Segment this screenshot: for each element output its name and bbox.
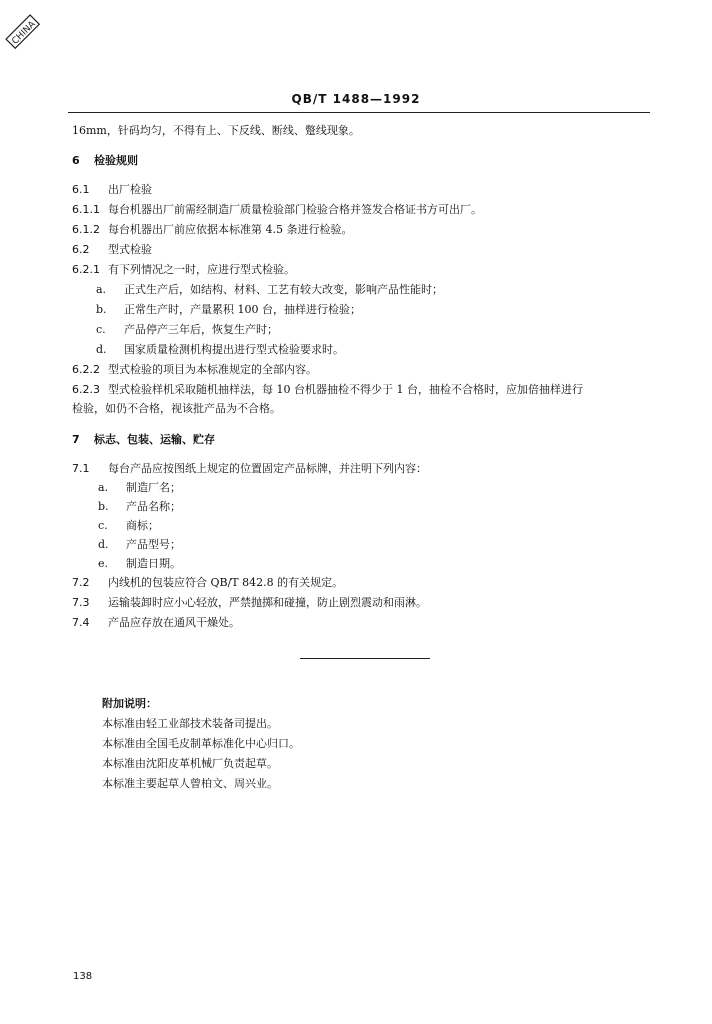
clause-7-2: [72, 576, 343, 590]
list-item: [98, 538, 181, 552]
list-item: [96, 323, 278, 337]
list-item: [96, 283, 443, 297]
clause-6-1-1-text: 每台机器出厂前需经制造厂质量检验部门检验合格并签发合格证书方可出厂。: [108, 203, 482, 216]
clause-6-1-2-number: 6.1.2: [72, 223, 100, 236]
list-item-text: 商标；: [126, 519, 159, 532]
clause-7-2-number: 7.2: [72, 576, 90, 589]
standard-code-header: QB/T 1488—1992: [291, 92, 421, 106]
list-item-letter: a.: [98, 481, 109, 494]
list-item: [98, 557, 181, 571]
list-item: [96, 303, 361, 317]
list-item-text: 产品名称；: [126, 500, 181, 513]
section-7-title: 标志、包装、运输、贮存: [94, 433, 215, 446]
clause-6-2-2: [72, 363, 317, 377]
header-divider: [68, 112, 650, 113]
notes-line: 本标准由沈阳皮革机械厂负责起草。: [102, 757, 278, 770]
clause-6-2-2-number: 6.2.2: [72, 363, 100, 376]
clause-7-2-text: 内线机的包装应符合 QB/T 842.8 的有关规定。: [108, 576, 344, 589]
list-item-letter: c.: [96, 323, 106, 336]
section-6-heading: [72, 154, 138, 168]
list-item-letter: b.: [96, 303, 107, 316]
clause-6-1-1: [72, 203, 482, 217]
clause-7-4: [72, 616, 240, 630]
page-number: 138: [73, 971, 93, 982]
clause-6-2-1: [72, 263, 295, 277]
clause-6-1: [72, 183, 152, 197]
list-item-text: 国家质量检测机构提出进行型式检验要求时。: [124, 343, 344, 356]
notes-title: 附加说明：: [102, 697, 157, 710]
clause-6-2-3-text: 型式检验样机采取随机抽样法，每 10 台机器抽检不得少于 1 台，抽检不合格时，应加倍抽样进行: [108, 383, 583, 396]
list-item-letter: b.: [98, 500, 109, 513]
clause-7-3-text: 运输装卸时应小心轻放，严禁抛掷和碰撞，防止剧烈震动和雨淋。: [108, 596, 427, 609]
clause-6-1-1-number: 6.1.1: [72, 203, 100, 216]
clause-6-2-3: [72, 383, 583, 397]
notes-line: 本标准主要起草人曾柏文、周兴业。: [102, 777, 278, 790]
notes-line: 本标准由轻工业部技术装备司提出。: [102, 717, 278, 730]
section-6-number: 6: [72, 154, 80, 167]
list-item: [98, 500, 181, 514]
clause-7-1: [72, 462, 427, 476]
clause-6-2-3-number: 6.2.3: [72, 383, 100, 396]
list-item-letter: c.: [98, 519, 108, 532]
clause-6-1-number: 6.1: [72, 183, 90, 196]
clause-6-1-text: 出厂检验: [108, 183, 152, 196]
clause-7-4-text: 产品应存放在通风干燥处。: [108, 616, 240, 629]
list-item-text: 产品型号；: [126, 538, 181, 551]
list-item-letter: d.: [98, 538, 109, 551]
list-item-letter: d.: [96, 343, 107, 356]
list-item-letter: e.: [98, 557, 109, 570]
list-item-text: 正常生产时，产量累积 100 台，抽样进行检验；: [124, 303, 361, 316]
clause-6-2-1-text: 有下列情况之一时，应进行型式检验。: [108, 263, 295, 276]
clause-6-2-2-text: 型式检验的项目为本标准规定的全部内容。: [108, 363, 317, 376]
list-item: [96, 343, 344, 357]
section-7-heading: [72, 433, 215, 447]
continuation-text: 16mm，针码均匀，不得有上、下反线、断线、蹩线现象。: [72, 124, 360, 137]
clause-7-3: [72, 596, 427, 610]
list-item-text: 产品停产三年后，恢复生产时；: [124, 323, 278, 336]
list-item-text: 制造日期。: [126, 557, 181, 570]
notes-line: 本标准由全国毛皮制革标准化中心归口。: [102, 737, 300, 750]
clause-6-2-text: 型式检验: [108, 243, 152, 256]
china-stamp-logo: [3, 12, 43, 52]
clause-7-3-number: 7.3: [72, 596, 90, 609]
clause-6-2-number: 6.2: [72, 243, 90, 256]
clause-7-1-number: 7.1: [72, 462, 90, 475]
clause-6-2-1-number: 6.2.1: [72, 263, 100, 276]
section-7-number: 7: [72, 433, 80, 446]
list-item: [98, 481, 181, 495]
list-item-text: 正式生产后，如结构、材料、工艺有较大改变，影响产品性能时；: [124, 283, 443, 296]
list-item-letter: a.: [96, 283, 107, 296]
clause-7-1-text: 每台产品应按图纸上规定的位置固定产品标牌，并注明下列内容：: [108, 462, 427, 475]
stamp-text: CHINA: [10, 19, 38, 47]
clause-6-1-2: [72, 223, 353, 237]
clause-6-1-2-text: 每台机器出厂前应依据本标准第 4.5 条进行检验。: [108, 223, 353, 236]
clause-7-4-number: 7.4: [72, 616, 90, 629]
clause-6-2-3-continuation: 检验，如仍不合格，视该批产品为不合格。: [72, 402, 281, 415]
clause-6-2: [72, 243, 152, 257]
section-6-title: 检验规则: [94, 154, 138, 167]
list-item: [98, 519, 159, 533]
list-item-text: 制造厂名；: [126, 481, 181, 494]
end-of-standard-rule: [300, 658, 430, 659]
